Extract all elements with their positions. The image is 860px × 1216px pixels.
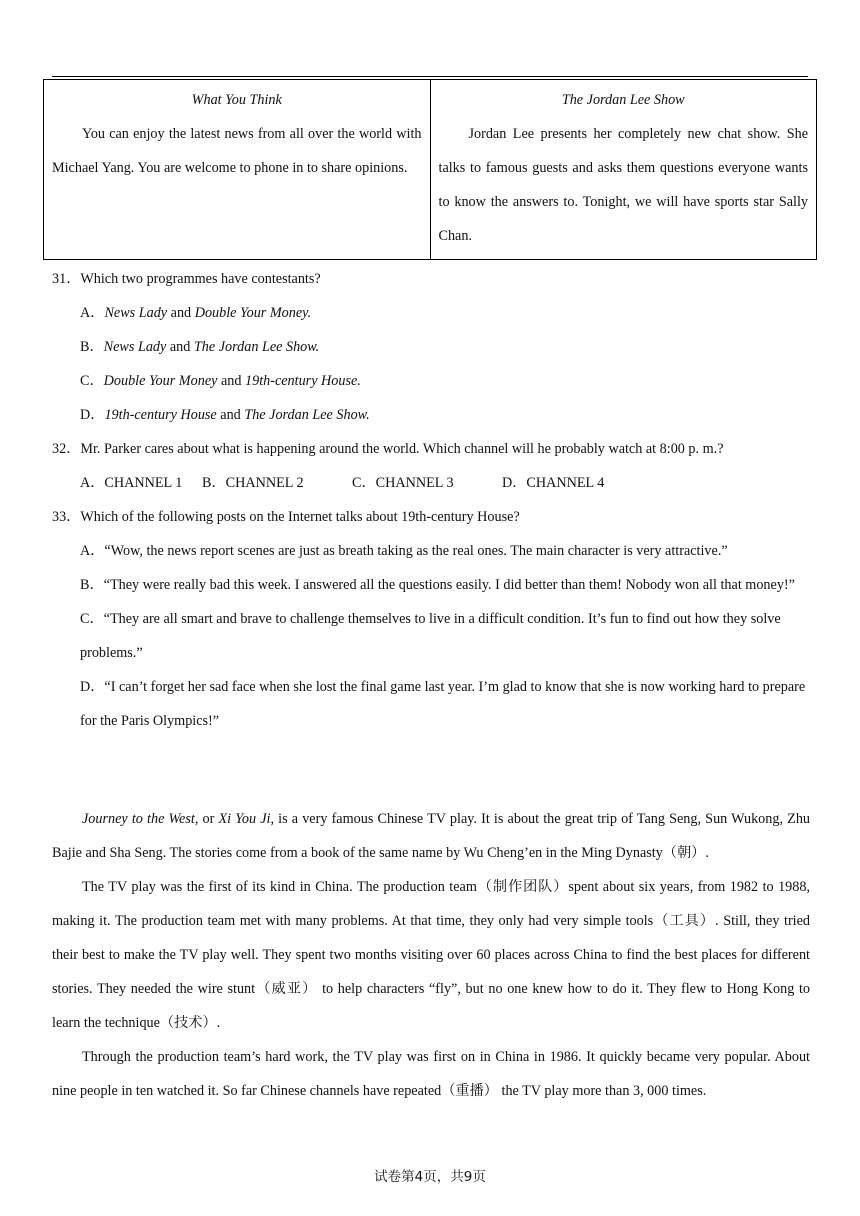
- page-footer: 试卷第4页，共9页: [374, 1169, 486, 1185]
- question-32-option-a: A．CHANNEL 1: [80, 475, 183, 491]
- programme-description: You can enjoy the latest news from all over the world with Michael Yang. You are welcome to phone in to share opinions.: [52, 126, 422, 176]
- question-32-options: [80, 466, 812, 500]
- question-31-option-a: A．News Lady and Double Your Money.: [80, 305, 312, 321]
- top-rule: [52, 76, 808, 77]
- question-31-option-b: B．News Lady and The Jordan Lee Show.: [80, 339, 320, 355]
- question-32-option-c: C．CHANNEL 3: [352, 475, 454, 491]
- question-32-option-d: D．CHANNEL 4: [502, 475, 605, 491]
- passage-paragraph-1: Journey to the West, or Xi You Ji, is a very famous Chinese TV play. It is about the great trip of Tang Seng, Sun Wukong, Zhu Bajie and Sha Seng. The stories come from a book of the same name by Wu Cheng’en in the Ming Dynasty（朝）.: [52, 811, 811, 861]
- programme-cell-jordan-lee-show: [430, 80, 817, 260]
- programme-cell-what-you-think: [44, 80, 431, 260]
- programme-title: What You Think: [191, 92, 282, 108]
- question-32-stem: 32．Mr. Parker cares about what is happening around the world. Which channel will he probably watch at 8:00 p. m.?: [52, 441, 724, 457]
- question-31-option-d: D．19th-century House and The Jordan Lee Show.: [80, 407, 370, 423]
- programme-table: [43, 79, 817, 260]
- question-33-option-a: A．“Wow, the news report scenes are just as breath taking as the real ones. The main character is very attractive.”: [80, 543, 728, 559]
- question-31-option-c: C．Double Your Money and 19th-century House.: [80, 373, 361, 389]
- question-31-stem: 31．Which two programmes have contestants?: [52, 271, 321, 287]
- question-33-option-c: C．“They are all smart and brave to challenge themselves to live in a difficult condition. It’s fun to find out how they solve problems.”: [80, 611, 781, 661]
- question-33-option-b: B．“They were really bad this week. I answered all the questions easily. I did better than them! Nobody won all that money!”: [80, 577, 795, 593]
- reading-passage: [52, 802, 810, 1108]
- question-32-option-b: B．CHANNEL 2: [202, 475, 304, 491]
- passage-paragraph-3: Through the production team’s hard work, the TV play was first on in China in 1986. It quickly became very popular. About nine people in ten watched it. So far Chinese channels have repeated（重播） the TV play more than 3, 000 times.: [52, 1049, 810, 1099]
- programme-description: Jordan Lee presents her completely new chat show. She talks to famous guests and asks them questions everyone wants to know the answers to. Tonight, we will have sports star Sally Chan.: [438, 126, 808, 244]
- programme-title: The Jordan Lee Show: [561, 92, 685, 108]
- question-33-option-d: D．“I can’t forget her sad face when she lost the final game last year. I’m glad to know that she is now working hard to prepare for the Paris Olympics!”: [80, 679, 806, 729]
- questions-section: [52, 262, 812, 738]
- question-33-stem: 33．Which of the following posts on the Internet talks about 19th-century House?: [52, 509, 520, 525]
- passage-paragraph-2: The TV play was the first of its kind in China. The production team（制作团队）spent about six years, from 1982 to 1988, making it. The production team met with many problems. At that time, they only had very simple tools（工具）. Still, they tried their best to make the TV play well. They spent two months visiting over 60 places across China to find the best places for different stories. They needed the wire stunt（威亚） to help characters “fly”, but no one knew how to do it. They flew to Hong Kong to learn the technique（技术）.: [52, 879, 810, 1031]
